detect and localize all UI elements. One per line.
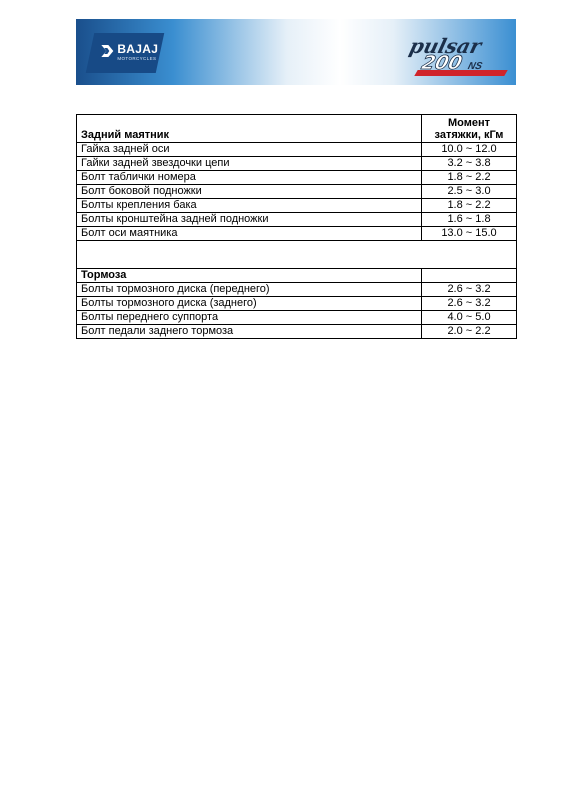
value-header-line2: затяжки, кГм bbox=[434, 128, 504, 141]
part-name: Гайки задней звездочки цепи bbox=[77, 157, 422, 171]
torque-value: 1.8 ~ 2.2 bbox=[422, 199, 517, 213]
table-row bbox=[77, 171, 517, 185]
spacer-cell bbox=[77, 241, 517, 269]
part-name: Болты переднего суппорта bbox=[77, 311, 422, 325]
table-row bbox=[77, 297, 517, 311]
torque-value: 2.0 ~ 2.2 bbox=[422, 325, 517, 339]
empty-cell bbox=[422, 269, 517, 283]
torque-value: 2.6 ~ 3.2 bbox=[422, 283, 517, 297]
table-row bbox=[77, 185, 517, 199]
bajaj-logo bbox=[86, 33, 165, 73]
brand-name: BAJAJ bbox=[117, 42, 159, 56]
section-title: Задний маятник bbox=[77, 115, 422, 143]
part-name: Болт оси маятника bbox=[77, 227, 422, 241]
header-banner bbox=[76, 19, 516, 85]
table-row bbox=[77, 213, 517, 227]
torque-value: 4.0 ~ 5.0 bbox=[422, 311, 517, 325]
table-row bbox=[77, 325, 517, 339]
value-header-line1: Момент bbox=[447, 116, 491, 129]
torque-value: 1.8 ~ 2.2 bbox=[422, 171, 517, 185]
model-script-logo: pulsar bbox=[407, 34, 484, 58]
table-row bbox=[77, 283, 517, 297]
section-header-row bbox=[77, 269, 517, 283]
table-row bbox=[77, 227, 517, 241]
part-name: Болт таблички номера bbox=[77, 171, 422, 185]
table-row bbox=[77, 157, 517, 171]
torque-table bbox=[76, 114, 517, 339]
torque-value: 1.6 ~ 1.8 bbox=[422, 213, 517, 227]
torque-value: 10.0 ~ 12.0 bbox=[422, 143, 517, 157]
part-name: Болты крепления бака bbox=[77, 199, 422, 213]
model-number: 200 bbox=[419, 52, 465, 74]
torque-value: 13.0 ~ 15.0 bbox=[422, 227, 517, 241]
torque-value: 2.5 ~ 3.0 bbox=[422, 185, 517, 199]
part-name: Болты кронштейна задней подножки bbox=[77, 213, 422, 227]
table-row bbox=[77, 311, 517, 325]
table-header-row bbox=[77, 115, 517, 143]
torque-value: 2.6 ~ 3.2 bbox=[422, 297, 517, 311]
value-column-header bbox=[422, 115, 517, 143]
part-name: Болты тормозного диска (переднего) bbox=[77, 283, 422, 297]
part-name: Болт педали заднего тормоза bbox=[77, 325, 422, 339]
model-suffix: NS bbox=[466, 61, 484, 72]
spacer-row bbox=[77, 241, 517, 269]
table-row bbox=[77, 143, 517, 157]
part-name: Болт боковой подножки bbox=[77, 185, 422, 199]
table-row bbox=[77, 199, 517, 213]
bajaj-emblem-icon bbox=[100, 44, 114, 58]
part-name: Гайка задней оси bbox=[77, 143, 422, 157]
section-title: Тормоза bbox=[77, 269, 422, 283]
torque-value: 3.2 ~ 3.8 bbox=[422, 157, 517, 171]
brand-subtitle: MOTORCYCLES bbox=[117, 56, 157, 61]
part-name: Болты тормозного диска (заднего) bbox=[77, 297, 422, 311]
